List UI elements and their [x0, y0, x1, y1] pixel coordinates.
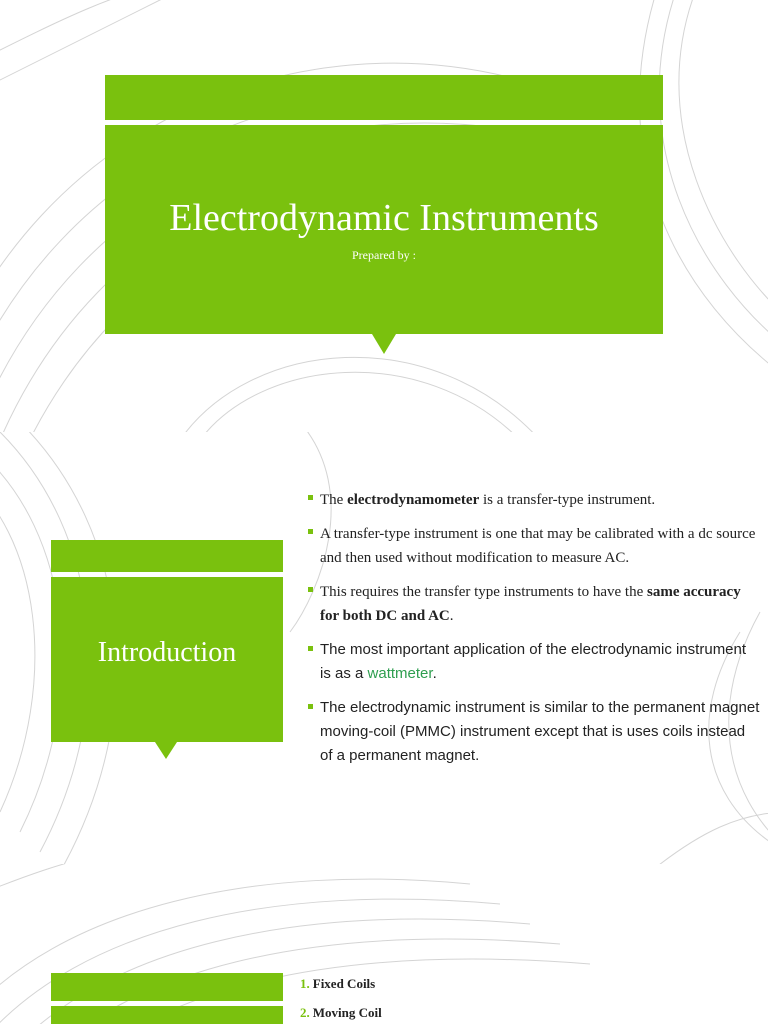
title-top-bar — [105, 75, 663, 120]
list-item: The electrodynamic instrument is similar to the permanent magnet moving-coil (PMMC) instrument except that is uses coils instead of a permanent magnet. — [305, 696, 760, 768]
list-item: 1. Fixed Coils — [300, 976, 376, 991]
slide-title: Electrodynamic Instruments — [169, 197, 599, 239]
bullet-icon — [308, 646, 313, 651]
list-item: 2. Moving Coil — [300, 1005, 382, 1020]
list-item: The most important application of the electrodynamic instrument is as a wattmeter. — [305, 638, 760, 686]
bullet-icon — [308, 495, 313, 500]
components-panel — [51, 1006, 283, 1024]
intro-top-bar — [51, 540, 283, 572]
section-title: Introduction — [97, 637, 237, 668]
bullet-icon — [308, 529, 313, 534]
components-top-bar — [51, 973, 283, 1001]
bullet-icon — [308, 587, 313, 592]
title-panel-pointer — [372, 334, 396, 354]
list-item: A transfer-type instrument is one that may be calibrated with a dc source and then used without modification to measure AC. — [305, 522, 760, 570]
list-item: The electrodynamometer is a transfer-type instrument. — [305, 488, 760, 512]
intro-bullet-list — [305, 488, 760, 778]
components-list — [300, 975, 382, 1024]
slide-subtitle: Prepared by : — [352, 248, 416, 262]
list-item: This requires the transfer type instruments to have the same accuracy for both DC and AC. — [305, 580, 760, 628]
title-slide — [0, 0, 768, 432]
bullet-icon — [308, 704, 313, 709]
intro-panel-pointer — [155, 742, 177, 759]
wattmeter-link[interactable]: wattmeter — [367, 665, 433, 682]
components-slide — [0, 864, 768, 1024]
introduction-slide — [0, 432, 768, 864]
